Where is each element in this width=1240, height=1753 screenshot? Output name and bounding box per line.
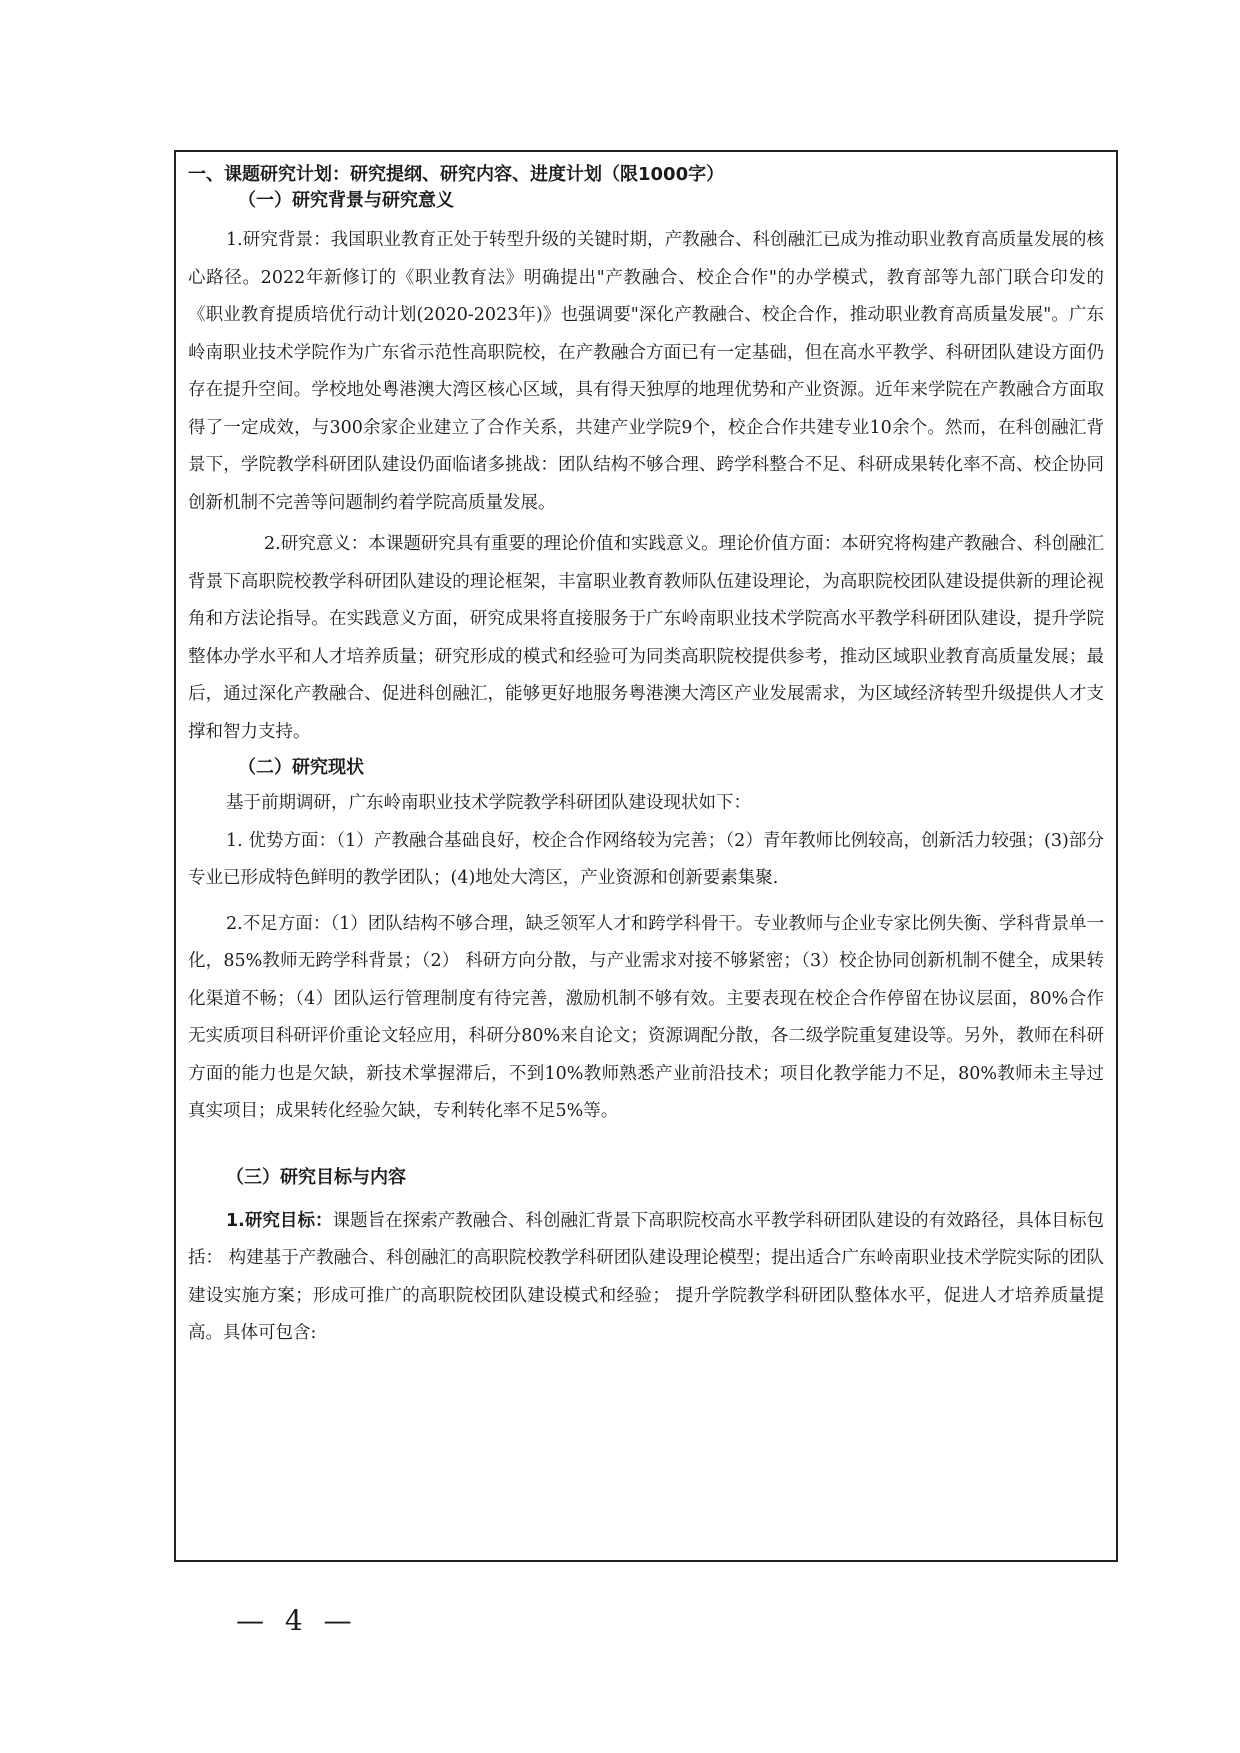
paragraph-background: 1.研究背景：我国职业教育正处于转型升级的关键时期，产教融合、科创融汇已成为推动职业教育高质量发展的核心路径。2022年新修订的《职业教育法》明确提出"产教融合、校企合作"的办学模式，教育部等九部门联合印发的《职业教育提质培优行动计划(2020-2023年)》也强调要"深化产教融合、校企合作，推动职业教育高质量发展"。广东岭南职业技术学院作为广东省示范性高职院校，在产教融合方面已有一定基础，但在高水平教学、科研团队建设方面仍存在提升空间。学校地处粤港澳大湾区核心区域，具有得天独厚的地理优势和产业资源。近年来学院在产教融合方面取得了一定成效，与300余家企业建立了合作关系，共建产业学院9个，校企合作共建专业10余个。然而，在科创融汇背景下，学院教学科研团队建设仍面临诸多挑战：团队结构不够合理、跨学科整合不足、科研成果转化率不高、校企协同创新机制不完善等问题制约着学院高质量发展。: [188, 230, 1104, 513]
paragraph-significance: 2.研究意义：本课题研究具有重要的理论价值和实践意义。理论价值方面：本研究将构建产教融合、科创融汇背景下高职院校教学科研团队建设的理论框架，丰富职业教育教师队伍建设理论，为高职院校团队建设提供新的理论视角和方法论指导。在实践意义方面，研究成果将直接服务于广东岭南职业技术学院高水平教学科研团队建设，提升学院整体办学水平和人才培养质量；研究形成的模式和经验可为同类高职院校提供参考，推动区域职业教育高质量发展；最后，通过深化产教融合、促进科创融汇，能够更好地服务粤港澳大湾区产业发展需求，为区域经济转型升级提供人才支撑和智力支持。: [188, 534, 1104, 742]
subsection-title-goals: （三）研究目标与内容: [226, 1166, 406, 1188]
section-title: 一、课题研究计划：研究提纲、研究内容、进度计划（限1000字）: [188, 164, 725, 185]
paragraph-weaknesses: 2.不足方面：（1）团队结构不够合理，缺乏领军人才和跨学科骨干。专业教师与企业专家比例失衡、学科背景单一化，85%教师无跨学科背景；（2） 科研方向分散，与产业需求对接不够紧密；（3）校企协同创新机制不健全，成果转化渠道不畅；（4）团队运行管理制度有待完善，激励机制不够有效。主要表现在校企合作停留在协议层面，80%合作无实质项目科研评价重论文轻应用，科研分80%来自论文；资源调配分散，各二级学院重复建设等。另外，教师在科研方面的能力也是欠缺，新技术掌握滞后，不到10%教师熟悉产业前沿技术；项目化教学能力不足，80%教师未主导过真实项目；成果转化经验欠缺，专利转化率不足5%等。: [188, 913, 1104, 1121]
paragraph-status-intro: 基于前期调研，广东岭南职业技术学院教学科研团队建设现状如下：: [226, 793, 751, 813]
page-number: — 4 —: [236, 1604, 358, 1637]
subsection-title-background: （一）研究背景与研究意义: [238, 190, 454, 211]
subsection-title-status: （二）研究现状: [238, 757, 364, 778]
goals-text: 课题旨在探索产教融合、科创融汇背景下高职院校高水平教学科研团队建设的有效路径，具体目标包括： 构建基于产教融合、科创融汇的高职院校教学科研团队建设理论模型；提出适合广东岭南职业技术学院实际的团队建设实施方案；形成可推广的高职院校团队建设模式和经验； 提升学院教学科研团队整体水平，促进人才培养质量提高。具体可包含:: [188, 1210, 1104, 1343]
form-table-cell: [174, 150, 1118, 1562]
goals-lead: 1.研究目标：: [226, 1210, 333, 1231]
paragraph-goals: [188, 1203, 1104, 1353]
paragraph-strengths: 1. 优势方面：（1）产教融合基础良好，校企合作网络较为完善；（2）青年教师比例较高，创新活力较强；(3)部分专业已形成特色鲜明的教学团队；(4)地处大湾区，产业资源和创新要素集聚.: [188, 830, 1104, 888]
